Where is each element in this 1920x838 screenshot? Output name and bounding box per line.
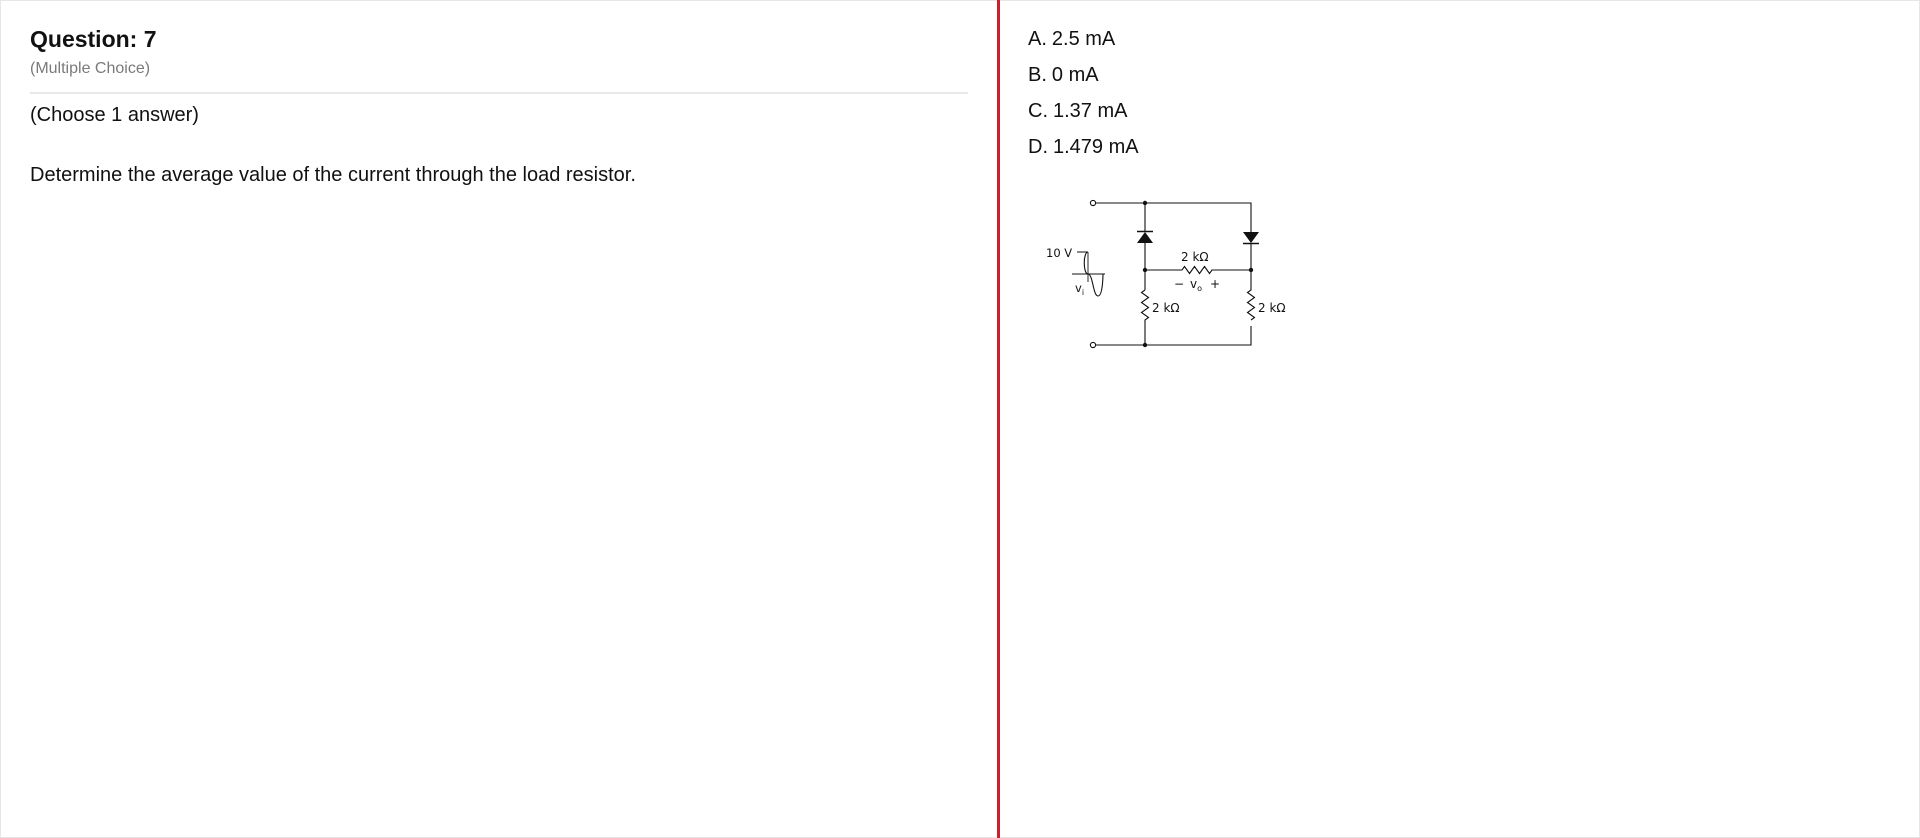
left-resistor-label: 2 kΩ: [1152, 301, 1180, 315]
right-resistor-label: 2 kΩ: [1258, 301, 1286, 315]
choice-text: 0 mA: [1051, 64, 1099, 86]
vo-plus-sign: +: [1210, 277, 1221, 291]
junction-dot: [1143, 343, 1147, 347]
source-amplitude-label: 10 V: [1046, 246, 1073, 260]
bottom-rail-wire: [1096, 326, 1251, 345]
left-diode-icon: [1137, 232, 1153, 243]
choice-list: [1028, 27, 1139, 171]
choice-letter: C.: [1028, 100, 1048, 122]
circuit-diagram: [1030, 185, 1290, 355]
vo-minus-sign: −: [1174, 277, 1185, 291]
top-rail-wire: [1096, 203, 1251, 232]
header-divider: [30, 92, 968, 94]
input-voltage-label: $v_i$: [1075, 281, 1085, 297]
choice-letter: D.: [1028, 136, 1048, 158]
left-resistor-icon: [1142, 290, 1149, 345]
choice-text: 2.5 mA: [1051, 28, 1116, 50]
answer-pane: [1000, 0, 1920, 838]
choice-b[interactable]: [1028, 63, 1139, 99]
junction-dot: [1249, 268, 1253, 272]
choice-text: 1.37 mA: [1053, 100, 1128, 122]
load-resistor-label: 2 kΩ: [1181, 250, 1209, 264]
choice-letter: B.: [1028, 64, 1047, 86]
question-prompt: Determine the average value of the current through the load resistor.: [30, 164, 636, 186]
answer-instruction: (Choose 1 answer): [30, 104, 199, 126]
waveform-axes: [1072, 252, 1105, 282]
choice-text: 1.479 mA: [1053, 136, 1139, 158]
choice-d[interactable]: [1028, 135, 1139, 171]
junction-dot: [1143, 268, 1147, 272]
load-resistor-icon: [1145, 267, 1251, 274]
choice-c[interactable]: [1028, 99, 1139, 135]
right-resistor-icon: [1248, 243, 1255, 320]
choice-a[interactable]: [1028, 27, 1139, 63]
top-terminal: [1090, 200, 1095, 205]
question-type: (Multiple Choice): [30, 60, 151, 77]
choice-letter: A.: [1028, 28, 1047, 50]
junction-dot: [1143, 201, 1147, 205]
question-title: Question: 7: [30, 26, 157, 52]
right-diode-icon: [1243, 232, 1259, 243]
output-voltage-label: $v_o$: [1190, 277, 1203, 293]
bottom-terminal: [1090, 342, 1095, 347]
